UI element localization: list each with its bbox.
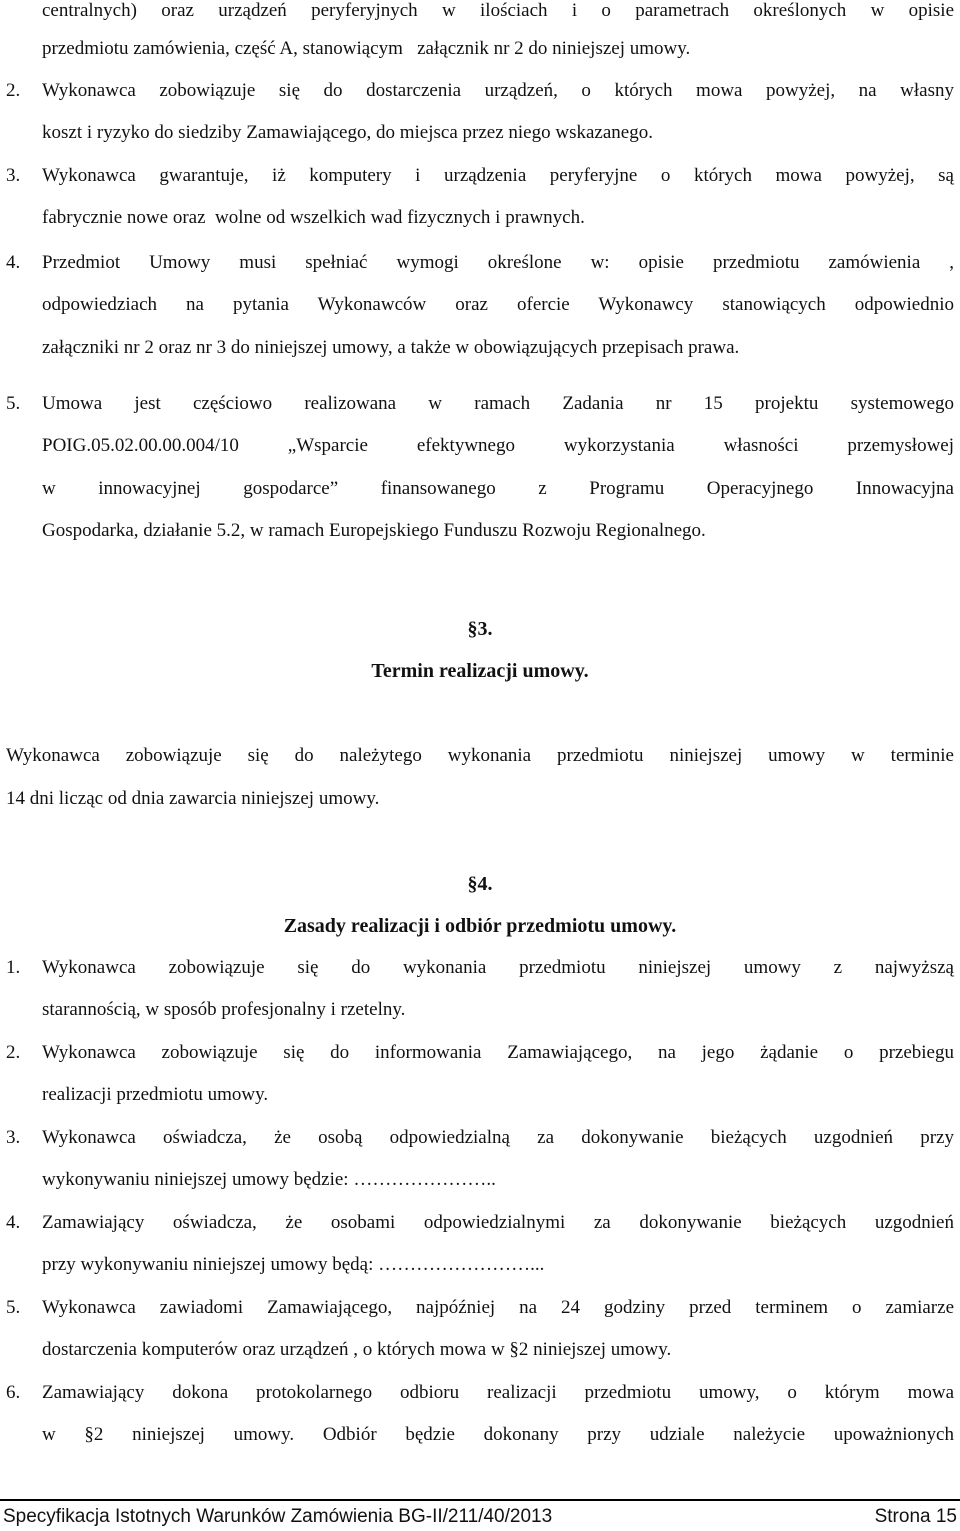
list-number: 2. xyxy=(6,1042,21,1063)
paragraph-line: w §2 niniejszej umowy. Odbiór będzie dokonany przy udziale należycie upoważnionych xyxy=(42,1424,954,1445)
list-number: 6. xyxy=(6,1382,21,1403)
paragraph-line: 14 dni licząc od dnia zawarcia niniejszej umowy. xyxy=(6,788,380,809)
paragraph-line: starannością, w sposób profesjonalny i rzetelny. xyxy=(42,999,406,1020)
paragraph-line: Wykonawca zobowiązuje się do należytego wykonania przedmiotu niniejszej umowy w terminie xyxy=(6,745,954,766)
footer-page-number: Strona 15 xyxy=(874,1506,957,1527)
paragraph-line: Wykonawca oświadcza, że osobą odpowiedzialną za dokonywanie bieżących uzgodnień przy xyxy=(42,1127,954,1148)
paragraph-line: Wykonawca zobowiązuje się do wykonania przedmiotu niniejszej umowy z najwyższą xyxy=(42,957,954,978)
paragraph-line: centralnych) oraz urządzeń peryferyjnych w ilościach i o parametrach określonych w opisie xyxy=(42,0,954,21)
list-number: 4. xyxy=(6,1212,21,1233)
paragraph-line: POIG.05.02.00.00.004/10 „Wsparcie efektywnego wykorzystania własności przemysłowej xyxy=(42,435,954,456)
section-number: §4. xyxy=(467,873,493,895)
list-number: 1. xyxy=(6,957,21,978)
footer-divider xyxy=(0,1499,960,1501)
paragraph-line: dostarczenia komputerów oraz urządzeń , o których mowa w §2 niniejszej umowy. xyxy=(42,1339,672,1360)
paragraph-line: Umowa jest częściowo realizowana w ramach Zadania nr 15 projektu systemowego xyxy=(42,393,954,414)
paragraph-line: przy wykonywaniu niniejszej umowy będą: ……………………... xyxy=(42,1254,545,1275)
paragraph-line: Gospodarka, działanie 5.2, w ramach Europejskiego Funduszu Rozwoju Regionalnego. xyxy=(42,520,706,541)
list-number: 5. xyxy=(6,1297,21,1318)
paragraph-line: odpowiedziach na pytania Wykonawców oraz ofercie Wykonawcy stanowiących odpowiednio xyxy=(42,294,954,315)
paragraph-line: realizacji przedmiotu umowy. xyxy=(42,1084,269,1105)
paragraph-line: wykonywaniu niniejszej umowy będzie: ………………….. xyxy=(42,1169,496,1190)
footer-document-title: Specyfikacja Istotnych Warunków Zamówienia BG-II/211/40/2013 xyxy=(3,1506,553,1527)
paragraph-line: Wykonawca zobowiązuje się do dostarczenia urządzeń, o których mowa powyżej, na własny xyxy=(42,80,954,101)
paragraph-line: załączniki nr 2 oraz nr 3 do niniejszej umowy, a także w obowiązujących przepisach prawa. xyxy=(42,337,740,358)
paragraph-line: przedmiotu zamówienia, część A, stanowiącym załącznik nr 2 do niniejszej umowy. xyxy=(42,38,691,59)
list-number: 3. xyxy=(6,1127,21,1148)
paragraph-line: fabrycznie nowe oraz wolne od wszelkich wad fizycznych i prawnych. xyxy=(42,207,585,228)
paragraph-line: koszt i ryzyko do siedziby Zamawiającego, do miejsca przez niego wskazanego. xyxy=(42,122,653,143)
paragraph-line: Wykonawca zawiadomi Zamawiającego, najpóźniej na 24 godziny przed terminem o zamiarze xyxy=(42,1297,954,1318)
section-title: Zasady realizacji i odbiór przedmiotu umowy. xyxy=(283,915,677,937)
paragraph-line: Wykonawca gwarantuje, iż komputery i urządzenia peryferyjne o których mowa powyżej, są xyxy=(42,165,954,186)
list-number: 3. xyxy=(6,165,21,186)
paragraph-line: Zamawiający oświadcza, że osobami odpowiedzialnymi za dokonywanie bieżących uzgodnień xyxy=(42,1212,954,1233)
section-number: §3. xyxy=(467,618,493,640)
list-number: 2. xyxy=(6,80,21,101)
paragraph-line: Zamawiający dokona protokolarnego odbioru realizacji przedmiotu umowy, o którym mowa xyxy=(42,1382,954,1403)
paragraph-line: w innowacyjnej gospodarce” finansowanego z Programu Operacyjnego Innowacyjna xyxy=(42,478,954,499)
paragraph-line: Wykonawca zobowiązuje się do informowania Zamawiającego, na jego żądanie o przebiegu xyxy=(42,1042,954,1063)
section-title: Termin realizacji umowy. xyxy=(371,660,589,682)
paragraph-line: Przedmiot Umowy musi spełniać wymogi określone w: opisie przedmiotu zamówienia , xyxy=(42,252,954,273)
list-number: 5. xyxy=(6,393,21,414)
list-number: 4. xyxy=(6,252,21,273)
